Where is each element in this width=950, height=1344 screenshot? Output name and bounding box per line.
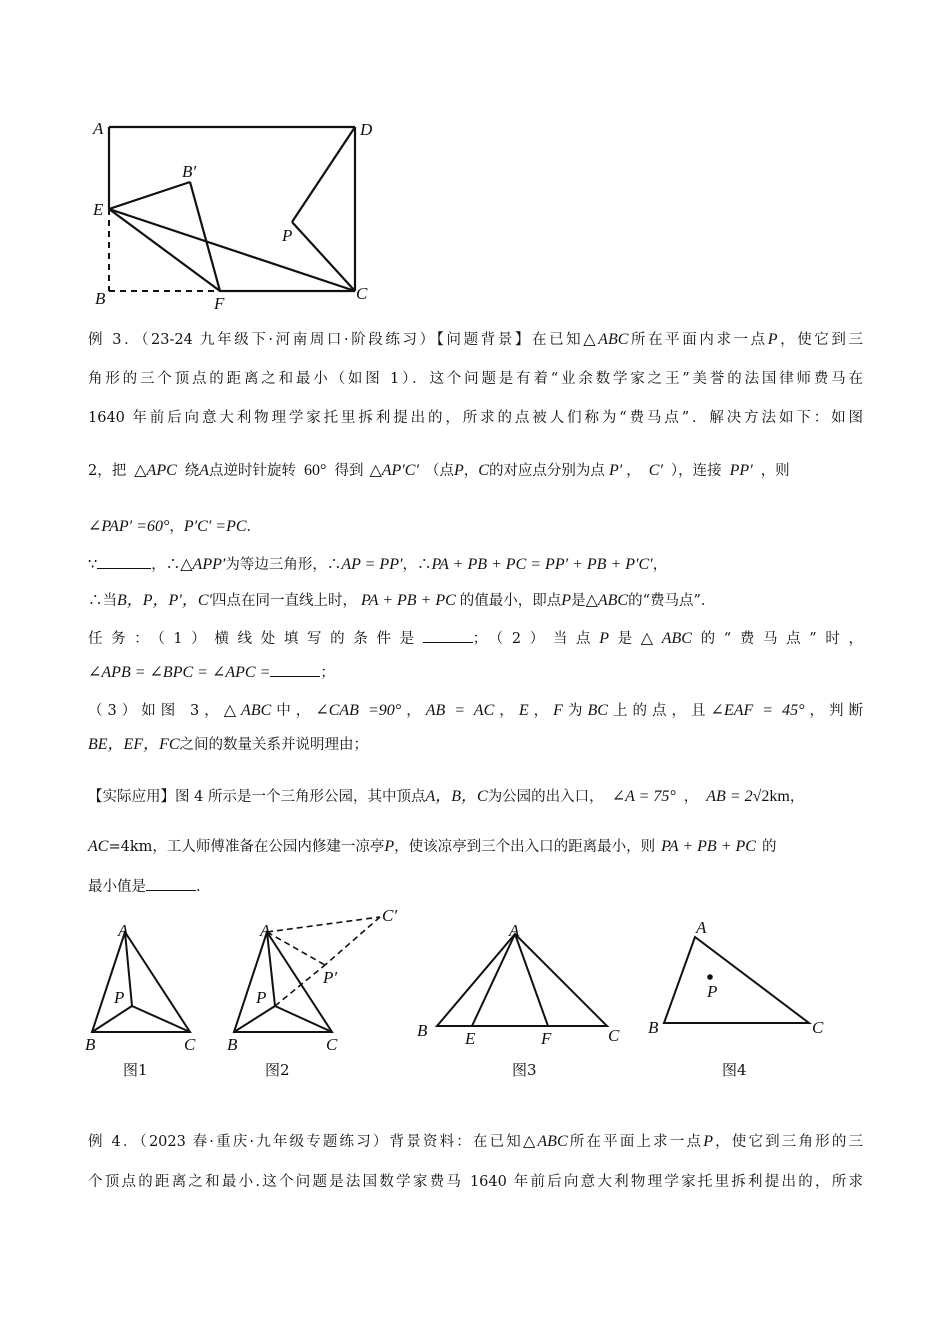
segment-e-bp xyxy=(109,182,190,209)
ex3-line-5: ∠PAP′ =60°，P′C′ =PC． xyxy=(88,518,262,535)
figure-3 xyxy=(415,920,630,1090)
ex3-line-10: （3）如图 3，△ABC中，∠CAB =90°，AB = AC，E，F为BC上的点，且∠EAF = 45°，判断 xyxy=(88,702,864,719)
label-a: A xyxy=(93,119,104,138)
fig3-label-f: F xyxy=(541,1029,552,1048)
fig1-label-b: B xyxy=(85,1035,96,1054)
fig2-label-a: A xyxy=(260,921,271,940)
ex3-line-3: 1640 年前后向意大利物理学家托里拆利提出的，所求的点被人们称为“费马点”．解决方法如下：如图 xyxy=(88,410,863,426)
ex3-line-4: 2，把 △APC 绕A点逆时针旋转 60° 得到 △AP′C′ （点P，C的对应点分别为点 P′ ， C′ ），连接 PP′ ，则 xyxy=(88,462,790,479)
fig4-label-b: B xyxy=(648,1018,659,1037)
ex3-line-6: ∵ ，∴△APP′为等边三角形，∴AP = PP′，∴PA + PB + PC = PP′ + PB + P′C′， xyxy=(88,556,668,573)
blank-task1[interactable] xyxy=(423,628,473,643)
ex3-line-11: BE，EF，FC之间的数量关系并说明理由； xyxy=(88,736,369,753)
fig3-label-e: E xyxy=(465,1029,476,1048)
fig3-label-c: C xyxy=(608,1026,620,1045)
rectangle-fold-figure xyxy=(90,115,380,315)
figure-4 xyxy=(645,915,835,1090)
ex3-line-8: 任务：（1）横线处填写的条件是 ；（2）当点P是△ABC的“费马点”时， xyxy=(88,630,864,647)
fig4-label-a: A xyxy=(696,918,707,937)
segment-p-d xyxy=(292,127,355,222)
label-b: B xyxy=(95,289,106,308)
ex3-line-9: ∠APB = ∠BPC = ∠APC = ； xyxy=(88,664,335,681)
blank-min-value[interactable] xyxy=(146,876,196,891)
ex3-line-13: AC=4km，工人师傅准备在公园内修建一凉亭P，使该凉亭到三个出入口的距离最小，则 PA + PB + PC 的 xyxy=(88,838,777,855)
blank-condition[interactable] xyxy=(97,554,151,569)
label-b-prime: B′ xyxy=(182,162,197,181)
ex3-line-7: ∴当B，P，P′，C′四点在同一直线上时， PA + PB + PC 的值最小，即点P是△ABC的“费马点”． xyxy=(88,592,716,609)
fig4-caption: 图4 xyxy=(722,1061,747,1079)
fig2-a-pp xyxy=(267,932,325,965)
fig4-triangle xyxy=(664,937,809,1023)
fig2-label-b: B xyxy=(227,1035,238,1054)
fig1-caption: 图1 xyxy=(123,1061,148,1079)
ex4-line-2: 个顶点的距离之和最小.这个问题是法国数学家费马 1640 年前后向意大利物理学家托里拆利提出的，所求 xyxy=(88,1174,863,1190)
fig2-pb xyxy=(234,1006,275,1032)
figure-1 xyxy=(80,920,210,1090)
segment-e-f xyxy=(109,209,220,291)
fig2-p-pp xyxy=(275,965,325,1006)
fig1-label-a: A xyxy=(118,921,129,940)
label-c: C xyxy=(356,284,368,303)
fig2-triangle xyxy=(234,932,332,1032)
blank-angle[interactable] xyxy=(270,662,320,677)
fig4-point-p xyxy=(707,974,713,980)
ex3-line-14: 最小值是 . xyxy=(88,876,863,897)
label-d: D xyxy=(360,120,373,139)
fig1-label-p: P xyxy=(114,988,125,1007)
fig3-ae xyxy=(472,934,515,1026)
fig1-pa xyxy=(125,932,132,1006)
fig4-label-p: P xyxy=(707,982,718,1001)
fig2-label-p: P xyxy=(256,988,267,1007)
ex3-line-1: 例 3．（23-24 九年级下·河南周口·阶段练习）【问题背景】在已知△ABC所在平面内求一点P，使它到三 xyxy=(88,331,863,348)
ex3-line-12: 【实际应用】图 4 所示是一个三角形公园，其中顶点A，B，C为公园的出入口， ∠A = 75° ， AB = 2√2km， xyxy=(88,788,805,805)
ex4-line-1: 例 4．（2023 春·重庆·九年级专题练习）背景资料：在已知△ABC所在平面上求一点P，使它到三角形的三 xyxy=(88,1133,864,1150)
fig2-a-cp xyxy=(267,917,380,932)
label-f: F xyxy=(214,294,225,313)
label-e: E xyxy=(93,200,104,219)
fig2-label-c: C xyxy=(326,1035,338,1054)
fig2-label-pp: P′ xyxy=(323,968,338,987)
fig1-label-c: C xyxy=(184,1035,196,1054)
fig2-caption: 图2 xyxy=(265,1061,290,1079)
ex3-line-2: 角形的三个顶点的距离之和最小（如图 1）．这个问题是有着“业余数学家之王”美誉的法国律师费马在 xyxy=(88,371,863,387)
figure-2 xyxy=(222,905,407,1090)
fig3-triangle xyxy=(437,934,607,1026)
fig3-label-a: A xyxy=(509,921,520,940)
fig2-label-cp: C′ xyxy=(382,906,398,925)
fig3-caption: 图3 xyxy=(512,1061,537,1079)
label-p: P xyxy=(282,226,293,245)
fig4-label-c: C xyxy=(812,1018,824,1037)
fig2-cp-pp xyxy=(325,917,380,965)
fig3-af xyxy=(515,934,548,1026)
fig3-label-b: B xyxy=(417,1021,428,1040)
fig1-pb xyxy=(92,1006,132,1032)
fig1-triangle xyxy=(92,932,190,1032)
